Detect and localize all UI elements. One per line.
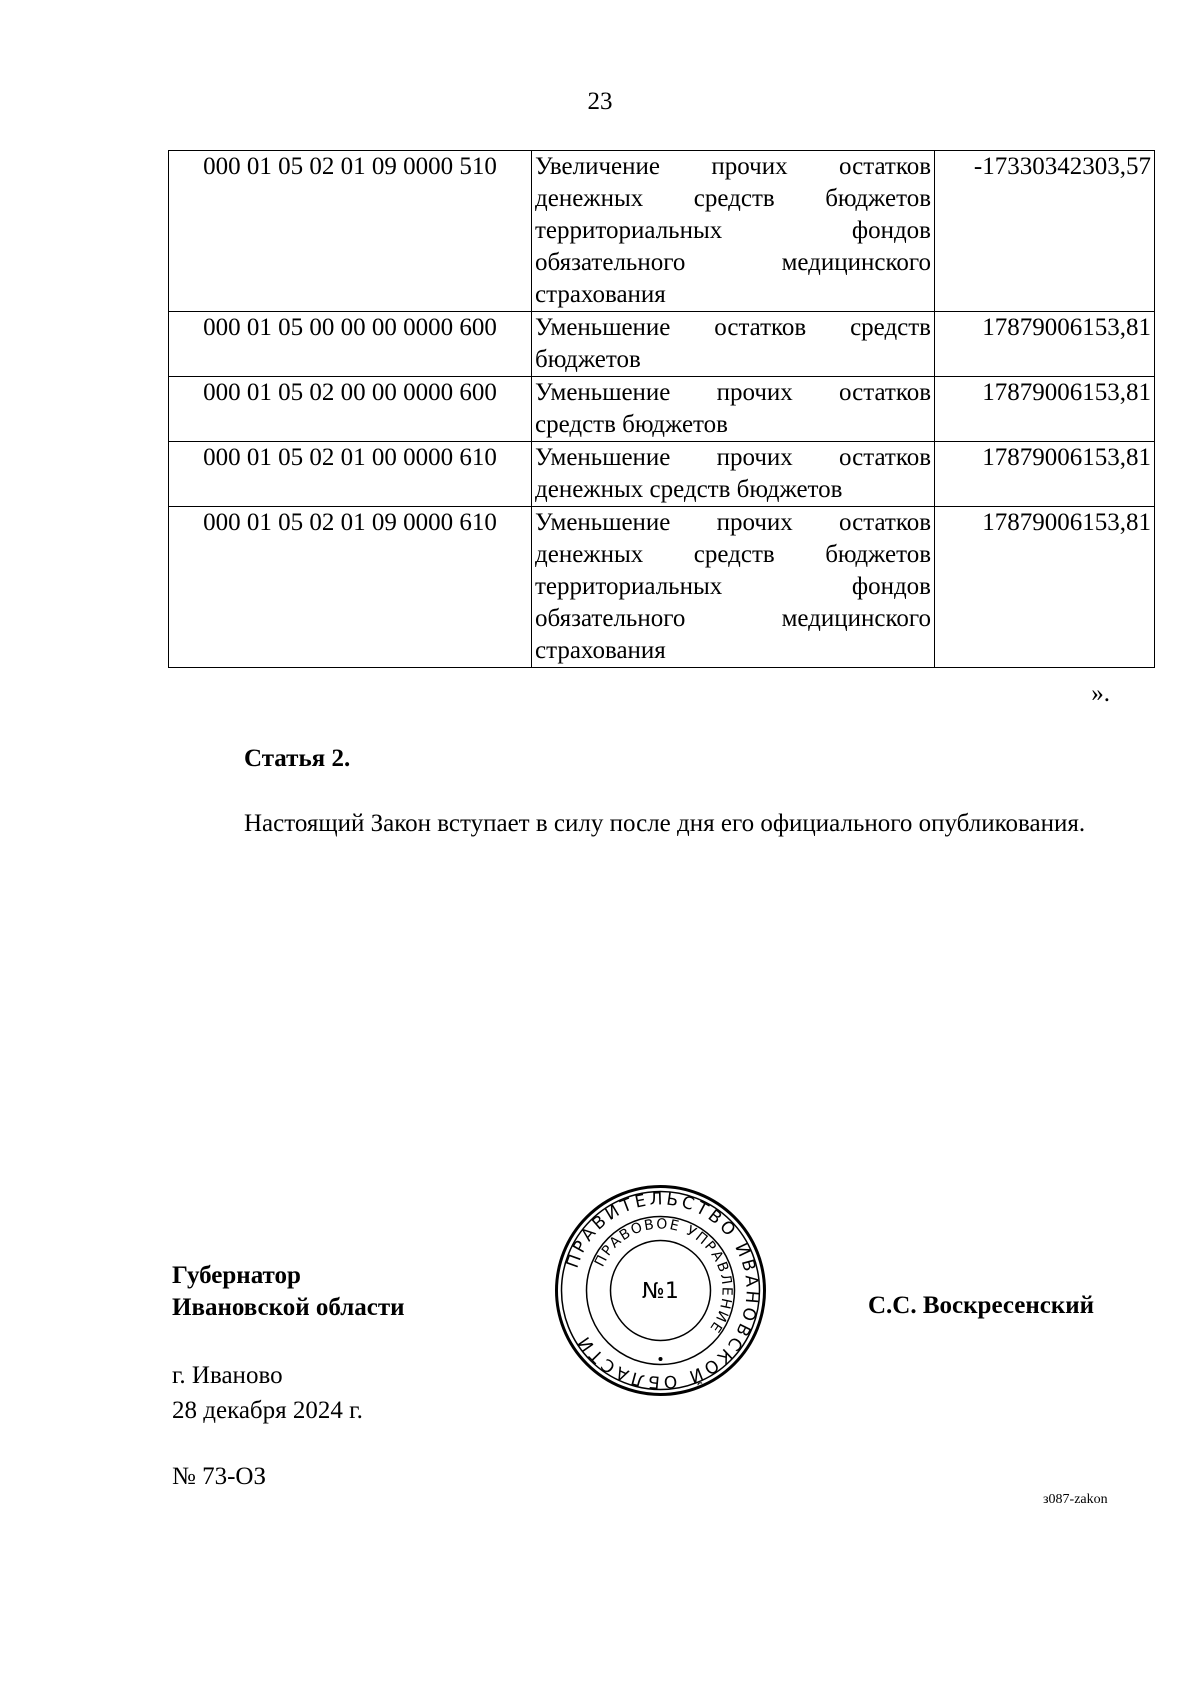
budget-sources-table bbox=[168, 150, 1155, 668]
signature-title bbox=[172, 1260, 405, 1324]
page-number: 23 bbox=[587, 88, 613, 115]
cell-name-line: денежных средств бюджетов bbox=[535, 476, 843, 503]
cell-name-line: территориальных фондов bbox=[535, 573, 931, 600]
cell-name-line: территориальных фондов bbox=[535, 217, 931, 244]
cell-code: 000 01 05 02 00 00 0000 600 bbox=[169, 377, 532, 442]
cell-name-line: страхования bbox=[535, 637, 666, 664]
cell-name-line: Увеличение прочих остатков bbox=[535, 153, 931, 180]
cell-name-line: денежных средств бюджетов bbox=[535, 541, 931, 568]
cell-name-line: Уменьшение прочих остатков bbox=[535, 379, 931, 406]
cell-amount: 17879006153,81 bbox=[935, 442, 1155, 507]
table-row bbox=[169, 507, 1155, 668]
place-date-block bbox=[172, 1358, 363, 1428]
document-code: з087-zakon bbox=[1043, 1492, 1108, 1507]
cell-code: 000 01 05 00 00 00 0000 600 bbox=[169, 312, 532, 377]
cell-code: 000 01 05 02 01 00 0000 610 bbox=[169, 442, 532, 507]
cell-name bbox=[532, 507, 935, 668]
official-stamp bbox=[553, 1183, 768, 1398]
cell-name-line: бюджетов bbox=[535, 346, 641, 373]
table-row bbox=[169, 442, 1155, 507]
cell-amount: 17879006153,81 bbox=[935, 312, 1155, 377]
table-row bbox=[169, 312, 1155, 377]
signature-title-line1: Губернатор bbox=[172, 1262, 301, 1289]
cell-name-line: Уменьшение прочих остатков bbox=[535, 509, 931, 536]
cell-name bbox=[532, 442, 935, 507]
place: г. Иваново bbox=[172, 1362, 283, 1389]
law-number: № 73-ОЗ bbox=[172, 1463, 267, 1490]
cell-name-line: средств бюджетов bbox=[535, 411, 728, 438]
cell-name-line: обязательного медицинского bbox=[535, 605, 931, 632]
cell-name bbox=[532, 377, 935, 442]
stamp-inner-text: ПРАВОВОЕ УПРАВЛЕНИЕ bbox=[591, 1216, 735, 1337]
cell-code: 000 01 05 02 01 09 0000 510 bbox=[169, 151, 532, 312]
cell-code: 000 01 05 02 01 09 0000 610 bbox=[169, 507, 532, 668]
cell-name-line: обязательного медицинского bbox=[535, 249, 931, 276]
cell-name-line: Уменьшение прочих остатков bbox=[535, 444, 931, 471]
closing-quote: ». bbox=[1091, 680, 1110, 707]
cell-amount: -17330342303,57 bbox=[935, 151, 1155, 312]
cell-name bbox=[532, 151, 935, 312]
table-row bbox=[169, 151, 1155, 312]
cell-name-line: страхования bbox=[535, 281, 666, 308]
stamp-dot bbox=[659, 1357, 663, 1361]
table-row bbox=[169, 377, 1155, 442]
stamp-number: №1 bbox=[642, 1279, 679, 1304]
signature-name: С.С. Воскресенский bbox=[868, 1292, 1095, 1319]
cell-name bbox=[532, 312, 935, 377]
cell-name-line: Уменьшение остатков средств bbox=[535, 314, 931, 341]
article-text: Настоящий Закон вступает в силу после дня его официального опубликования. bbox=[244, 810, 1086, 837]
cell-name-line: денежных средств бюджетов bbox=[535, 185, 931, 212]
cell-amount: 17879006153,81 bbox=[935, 377, 1155, 442]
stamp-outer-text: ПРАВИТЕЛЬСТВО ИВАНОВСКОЙ ОБЛАСТИ bbox=[562, 1189, 762, 1392]
date: 28 декабря 2024 г. bbox=[172, 1397, 363, 1424]
cell-amount: 17879006153,81 bbox=[935, 507, 1155, 668]
article-heading: Статья 2. bbox=[244, 745, 351, 772]
signature-title-line2: Ивановской области bbox=[172, 1294, 405, 1321]
